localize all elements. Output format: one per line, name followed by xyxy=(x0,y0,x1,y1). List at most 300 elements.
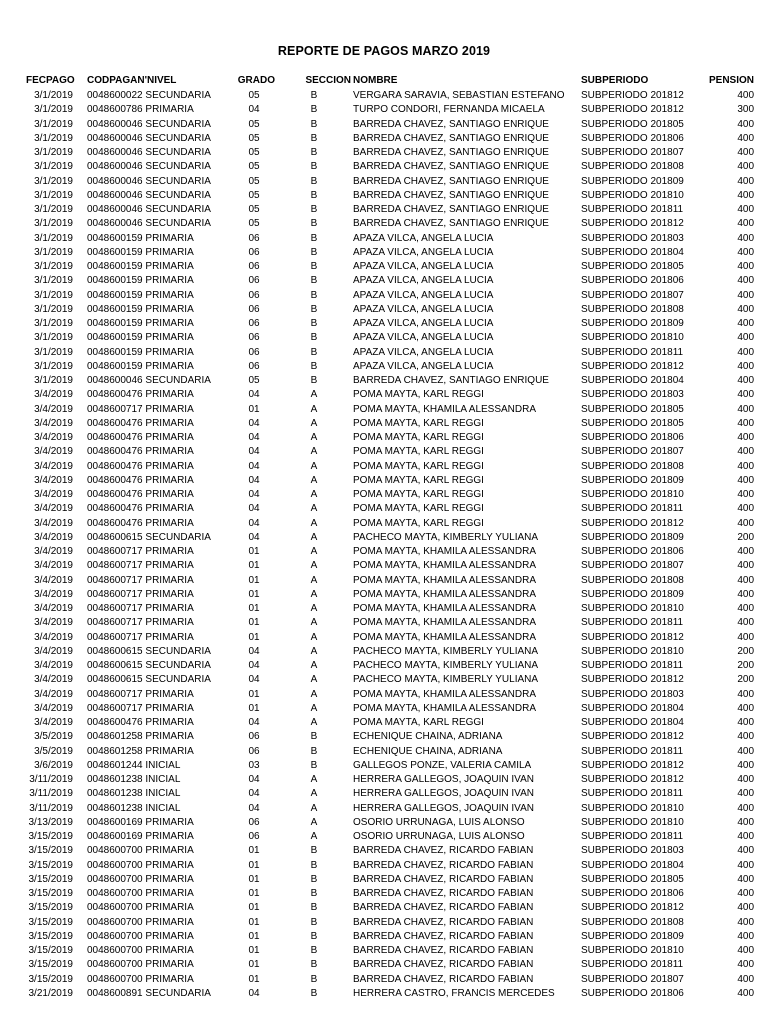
nombre-cell: VERGARA SARAVIA, SEBASTIAN ESTEFANO xyxy=(353,90,565,101)
pension-cell: 400 xyxy=(737,831,755,842)
pension-cell: 400 xyxy=(737,474,755,486)
nombre-cell: POMA MAYTA, KHAMILA ALESSANDRA xyxy=(353,560,537,572)
subperiodo-cell: SUBPERIODO 201812 xyxy=(581,731,684,743)
pension-cell: 400 xyxy=(737,417,755,429)
table-row xyxy=(0,203,754,217)
grado-cell: 04 xyxy=(248,531,260,543)
seccion-cell: A xyxy=(310,389,318,401)
fecpago-cell: 3/1/2019 xyxy=(34,318,73,329)
codpagan-nivel-cell: 0048600159 PRIMARIA xyxy=(87,246,194,258)
subperiodo-cell: SUBPERIODO 201804 xyxy=(581,246,684,258)
seccion-cell: A xyxy=(310,603,318,614)
table-row xyxy=(0,445,754,459)
nombre-cell: BARREDA CHAVEZ, RICARDO FABIAN xyxy=(353,930,534,942)
codpagan-nivel-cell: 0048600717 PRIMARIA xyxy=(87,546,194,557)
table-row xyxy=(0,930,754,944)
pension-cell: 400 xyxy=(737,204,755,215)
codpagan-nivel-cell: 0048600717 PRIMARIA xyxy=(87,603,194,614)
grado-cell: 06 xyxy=(248,232,260,244)
subperiodo-cell: SUBPERIODO 201810 xyxy=(581,332,684,344)
pension-cell: 400 xyxy=(737,161,755,173)
fecpago-cell: 3/4/2019 xyxy=(34,588,73,600)
subperiodo-cell: SUBPERIODO 201809 xyxy=(581,531,684,543)
nombre-cell: BARREDA CHAVEZ, RICARDO FABIAN xyxy=(353,945,534,956)
pension-cell: 400 xyxy=(737,118,755,130)
grado-cell: 01 xyxy=(248,902,260,914)
table-row xyxy=(0,844,754,858)
nombre-cell: APAZA VILCA, ANGELA LUCIA xyxy=(353,261,494,272)
table-row xyxy=(0,588,754,602)
codpagan-nivel-cell: 0048600169 PRIMARIA xyxy=(87,816,194,828)
fecpago-cell: 3/5/2019 xyxy=(34,745,73,757)
seccion-cell: B xyxy=(310,731,318,743)
seccion-cell: A xyxy=(310,489,318,500)
column-header-subperiodo: SUBPERIODO xyxy=(581,75,649,86)
grado-cell: 05 xyxy=(248,189,260,201)
pension-cell: 400 xyxy=(737,688,755,700)
grado-cell: 01 xyxy=(248,588,260,600)
table-row xyxy=(0,745,754,759)
fecpago-cell: 3/15/2019 xyxy=(28,945,73,956)
fecpago-cell: 3/1/2019 xyxy=(34,261,73,272)
grado-cell: 04 xyxy=(248,474,260,486)
pension-cell: 400 xyxy=(737,731,755,743)
seccion-cell: A xyxy=(310,702,318,714)
fecpago-cell: 3/11/2019 xyxy=(29,774,73,785)
nombre-cell: ECHENIQUE CHAINA, ADRIANA xyxy=(353,745,503,757)
column-header-seccion: SECCION xyxy=(305,75,351,86)
codpagan-nivel-cell: 0048600159 PRIMARIA xyxy=(87,346,194,358)
pension-cell: 400 xyxy=(737,888,755,899)
table-row xyxy=(0,631,754,645)
table-row xyxy=(0,460,754,474)
nombre-cell: BARREDA CHAVEZ, SANTIAGO ENRIQUE xyxy=(353,118,549,130)
pension-cell: 400 xyxy=(737,503,755,515)
table-row xyxy=(0,417,754,431)
fecpago-cell: 3/15/2019 xyxy=(28,959,73,971)
table-row xyxy=(0,659,754,673)
fecpago-cell: 3/4/2019 xyxy=(34,674,73,686)
table-row xyxy=(0,901,754,915)
codpagan-nivel-cell: 0048600159 PRIMARIA xyxy=(87,303,194,315)
pension-cell: 400 xyxy=(737,389,755,401)
grado-cell: 04 xyxy=(248,717,260,728)
seccion-cell: A xyxy=(310,645,318,657)
fecpago-cell: 3/1/2019 xyxy=(34,132,73,144)
fecpago-cell: 3/1/2019 xyxy=(34,346,73,358)
grado-cell: 06 xyxy=(248,246,260,258)
grado-cell: 06 xyxy=(248,303,260,315)
grado-cell: 01 xyxy=(248,973,260,985)
fecpago-cell: 3/5/2019 xyxy=(34,731,73,743)
seccion-cell: A xyxy=(310,831,318,842)
grado-cell: 04 xyxy=(248,774,260,785)
pension-cell: 200 xyxy=(737,660,755,671)
pension-cell: 400 xyxy=(737,788,755,800)
grado-cell: 01 xyxy=(248,688,260,700)
codpagan-nivel-cell: 0048600717 PRIMARIA xyxy=(87,617,194,629)
seccion-cell: A xyxy=(310,774,318,785)
fecpago-cell: 3/1/2019 xyxy=(34,218,73,230)
subperiodo-cell: SUBPERIODO 201811 xyxy=(581,745,684,757)
seccion-cell: A xyxy=(310,417,318,429)
fecpago-cell: 3/1/2019 xyxy=(34,232,73,244)
header-row xyxy=(0,73,754,89)
seccion-cell: B xyxy=(310,745,318,757)
nombre-cell: HERRERA GALLEGOS, JOAQUIN IVAN xyxy=(353,788,534,800)
grado-cell: 01 xyxy=(248,959,260,971)
subperiodo-cell: SUBPERIODO 201807 xyxy=(581,289,684,301)
nombre-cell: GALLEGOS PONZE, VALERIA CAMILA xyxy=(353,759,532,771)
subperiodo-cell: SUBPERIODO 201811 xyxy=(581,617,684,629)
subperiodo-cell: SUBPERIODO 201809 xyxy=(581,175,684,187)
nombre-cell: OSORIO URRUNAGA, LUIS ALONSO xyxy=(353,816,525,828)
codpagan-nivel-cell: 0048600159 PRIMARIA xyxy=(87,261,194,272)
subperiodo-cell: SUBPERIODO 201807 xyxy=(581,973,684,985)
grado-cell: 04 xyxy=(248,503,260,515)
nombre-cell: BARREDA CHAVEZ, RICARDO FABIAN xyxy=(353,845,534,857)
pension-cell: 400 xyxy=(737,816,755,828)
codpagan-nivel-cell: 0048600700 PRIMARIA xyxy=(87,859,194,871)
fecpago-cell: 3/15/2019 xyxy=(28,916,73,928)
codpagan-nivel-cell: 0048600476 PRIMARIA xyxy=(87,489,194,500)
nombre-cell: HERRERA GALLEGOS, JOAQUIN IVAN xyxy=(353,774,534,785)
fecpago-cell: 3/1/2019 xyxy=(34,204,73,215)
pension-cell: 400 xyxy=(737,902,755,914)
pension-cell: 400 xyxy=(737,774,755,785)
nombre-cell: POMA MAYTA, KARL REGGI xyxy=(353,489,484,500)
table-row xyxy=(0,431,754,445)
pension-cell: 400 xyxy=(737,546,755,557)
seccion-cell: B xyxy=(310,902,318,914)
seccion-cell: A xyxy=(310,503,318,515)
subperiodo-cell: SUBPERIODO 201811 xyxy=(581,346,684,358)
seccion-cell: B xyxy=(310,147,318,158)
nombre-cell: POMA MAYTA, KARL REGGI xyxy=(353,389,484,401)
pension-cell: 400 xyxy=(737,617,755,629)
seccion-cell: B xyxy=(310,973,318,985)
fecpago-cell: 3/15/2019 xyxy=(28,930,73,942)
subperiodo-cell: SUBPERIODO 201808 xyxy=(581,303,684,315)
subperiodo-cell: SUBPERIODO 201805 xyxy=(581,403,684,415)
table-row xyxy=(0,602,754,616)
table-row xyxy=(0,132,754,146)
table-row xyxy=(0,802,754,816)
grado-cell: 01 xyxy=(248,702,260,714)
grado-cell: 01 xyxy=(248,603,260,614)
codpagan-nivel-cell: 0048600700 PRIMARIA xyxy=(87,930,194,942)
table-row xyxy=(0,759,754,773)
pension-cell: 400 xyxy=(737,588,755,600)
codpagan-nivel-cell: 0048600476 PRIMARIA xyxy=(87,474,194,486)
pension-cell: 400 xyxy=(737,432,755,443)
table-row xyxy=(0,232,754,246)
grado-cell: 04 xyxy=(248,802,260,814)
codpagan-nivel-cell: 0048600700 PRIMARIA xyxy=(87,902,194,914)
grado-cell: 04 xyxy=(248,389,260,401)
seccion-cell: B xyxy=(310,289,318,301)
seccion-cell: A xyxy=(310,546,318,557)
pension-cell: 400 xyxy=(737,261,755,272)
codpagan-nivel-cell: 0048600159 PRIMARIA xyxy=(87,232,194,244)
seccion-cell: A xyxy=(310,403,318,415)
codpagan-nivel-cell: 0048600476 PRIMARIA xyxy=(87,517,194,529)
codpagan-nivel-cell: 0048600476 PRIMARIA xyxy=(87,389,194,401)
pension-cell: 200 xyxy=(737,674,755,686)
codpagan-nivel-cell: 0048600159 PRIMARIA xyxy=(87,318,194,329)
nombre-cell: BARREDA CHAVEZ, SANTIAGO ENRIQUE xyxy=(353,161,549,173)
seccion-cell: B xyxy=(310,930,318,942)
fecpago-cell: 3/4/2019 xyxy=(34,531,73,543)
grado-cell: 04 xyxy=(248,489,260,500)
pension-cell: 400 xyxy=(737,930,755,942)
nombre-cell: POMA MAYTA, KARL REGGI xyxy=(353,446,484,458)
subperiodo-cell: SUBPERIODO 201809 xyxy=(581,474,684,486)
seccion-cell: B xyxy=(310,845,318,857)
table-row xyxy=(0,973,754,987)
grado-cell: 03 xyxy=(248,759,260,771)
table-row xyxy=(0,916,754,930)
codpagan-nivel-cell: 0048600717 PRIMARIA xyxy=(87,588,194,600)
pension-cell: 400 xyxy=(737,745,755,757)
table-row xyxy=(0,517,754,531)
codpagan-nivel-cell: 0048600891 SECUNDARIA xyxy=(87,987,211,999)
fecpago-cell: 3/4/2019 xyxy=(34,603,73,614)
nombre-cell: BARREDA CHAVEZ, RICARDO FABIAN xyxy=(353,888,534,899)
table-row xyxy=(0,331,754,345)
pension-cell: 400 xyxy=(737,147,755,158)
pension-cell: 400 xyxy=(737,489,755,500)
seccion-cell: A xyxy=(310,460,318,472)
seccion-cell: B xyxy=(310,332,318,344)
codpagan-nivel-cell: 0048600046 SECUNDARIA xyxy=(87,161,211,173)
subperiodo-cell: SUBPERIODO 201811 xyxy=(581,959,684,971)
grado-cell: 06 xyxy=(248,816,260,828)
table-row xyxy=(0,289,754,303)
grado-cell: 06 xyxy=(248,745,260,757)
fecpago-cell: 3/4/2019 xyxy=(34,660,73,671)
nombre-cell: POMA MAYTA, KHAMILA ALESSANDRA xyxy=(353,403,537,415)
nombre-cell: BARREDA CHAVEZ, RICARDO FABIAN xyxy=(353,959,534,971)
seccion-cell: A xyxy=(310,788,318,800)
codpagan-nivel-cell: 0048601244 INICIAL xyxy=(87,759,181,771)
grado-cell: 05 xyxy=(248,132,260,144)
codpagan-nivel-cell: 0048600700 PRIMARIA xyxy=(87,973,194,985)
fecpago-cell: 3/1/2019 xyxy=(34,147,73,158)
table-row xyxy=(0,103,754,117)
codpagan-nivel-cell: 0048600046 SECUNDARIA xyxy=(87,147,211,158)
codpagan-nivel-cell: 0048600615 SECUNDARIA xyxy=(87,674,211,686)
subperiodo-cell: SUBPERIODO 201812 xyxy=(581,517,684,529)
fecpago-cell: 3/15/2019 xyxy=(28,873,73,885)
fecpago-cell: 3/15/2019 xyxy=(28,859,73,871)
grado-cell: 01 xyxy=(248,916,260,928)
codpagan-nivel-cell: 0048600169 PRIMARIA xyxy=(87,831,194,842)
codpagan-nivel-cell: 0048600615 SECUNDARIA xyxy=(87,660,211,671)
codpagan-nivel-cell: 0048600476 PRIMARIA xyxy=(87,503,194,515)
table-row xyxy=(0,303,754,317)
grado-cell: 06 xyxy=(248,318,260,329)
pension-cell: 400 xyxy=(737,859,755,871)
grado-cell: 06 xyxy=(248,332,260,344)
table-row xyxy=(0,958,754,972)
column-header-fecpago: FECPAGO xyxy=(26,75,75,86)
pension-cell: 400 xyxy=(737,717,755,728)
seccion-cell: B xyxy=(310,189,318,201)
table-row xyxy=(0,559,754,573)
seccion-cell: B xyxy=(310,873,318,885)
fecpago-cell: 3/1/2019 xyxy=(34,175,73,187)
table-row xyxy=(0,545,754,559)
grado-cell: 06 xyxy=(248,346,260,358)
subperiodo-cell: SUBPERIODO 201808 xyxy=(581,161,684,173)
seccion-cell: B xyxy=(310,375,318,386)
grado-cell: 05 xyxy=(248,175,260,187)
grado-cell: 06 xyxy=(248,275,260,287)
subperiodo-cell: SUBPERIODO 201811 xyxy=(581,831,684,842)
seccion-cell: B xyxy=(310,161,318,173)
pension-cell: 400 xyxy=(737,631,755,643)
fecpago-cell: 3/4/2019 xyxy=(34,717,73,728)
fecpago-cell: 3/1/2019 xyxy=(34,289,73,301)
seccion-cell: A xyxy=(310,446,318,458)
payments-table xyxy=(0,73,754,1001)
table-body xyxy=(0,89,754,1001)
codpagan-nivel-cell: 0048600046 SECUNDARIA xyxy=(87,189,211,201)
nombre-cell: BARREDA CHAVEZ, RICARDO FABIAN xyxy=(353,916,534,928)
table-row xyxy=(0,360,754,374)
subperiodo-cell: SUBPERIODO 201804 xyxy=(581,717,684,728)
subperiodo-cell: SUBPERIODO 201811 xyxy=(581,660,684,671)
subperiodo-cell: SUBPERIODO 201812 xyxy=(581,631,684,643)
pension-cell: 200 xyxy=(737,531,755,543)
codpagan-nivel-cell: 0048600476 PRIMARIA xyxy=(87,432,194,443)
fecpago-cell: 3/6/2019 xyxy=(34,759,73,771)
seccion-cell: B xyxy=(310,90,318,101)
table-row xyxy=(0,787,754,801)
nombre-cell: POMA MAYTA, KHAMILA ALESSANDRA xyxy=(353,702,537,714)
codpagan-nivel-cell: 0048600700 PRIMARIA xyxy=(87,916,194,928)
pension-cell: 400 xyxy=(737,189,755,201)
grado-cell: 01 xyxy=(248,403,260,415)
pension-cell: 400 xyxy=(737,375,755,386)
seccion-cell: A xyxy=(310,588,318,600)
nombre-cell: ECHENIQUE CHAINA, ADRIANA xyxy=(353,731,503,743)
pension-cell: 400 xyxy=(737,360,755,372)
codpagan-nivel-cell: 0048601238 INICIAL xyxy=(87,788,181,800)
pension-cell: 400 xyxy=(737,175,755,187)
nombre-cell: POMA MAYTA, KHAMILA ALESSANDRA xyxy=(353,546,537,557)
fecpago-cell: 3/4/2019 xyxy=(34,617,73,629)
codpagan-nivel-cell: 0048600615 SECUNDARIA xyxy=(87,531,211,543)
nombre-cell: POMA MAYTA, KARL REGGI xyxy=(353,432,484,443)
fecpago-cell: 3/4/2019 xyxy=(34,489,73,500)
grado-cell: 01 xyxy=(248,574,260,586)
subperiodo-cell: SUBPERIODO 201805 xyxy=(581,417,684,429)
pension-cell: 400 xyxy=(737,603,755,614)
table-row xyxy=(0,574,754,588)
seccion-cell: B xyxy=(310,916,318,928)
nombre-cell: TURPO CONDORI, FERNANDA MICAELA xyxy=(353,104,545,116)
pension-cell: 400 xyxy=(737,275,755,287)
codpagan-nivel-cell: 0048600476 PRIMARIA xyxy=(87,717,194,728)
fecpago-cell: 3/15/2019 xyxy=(28,888,73,899)
subperiodo-cell: SUBPERIODO 201806 xyxy=(581,432,684,443)
table-row xyxy=(0,730,754,744)
grado-cell: 01 xyxy=(248,859,260,871)
subperiodo-cell: SUBPERIODO 201812 xyxy=(581,218,684,230)
subperiodo-cell: SUBPERIODO 201803 xyxy=(581,845,684,857)
table-row xyxy=(0,616,754,630)
nombre-cell: APAZA VILCA, ANGELA LUCIA xyxy=(353,318,494,329)
seccion-cell: B xyxy=(310,859,318,871)
grado-cell: 04 xyxy=(248,104,260,116)
table-row xyxy=(0,944,754,958)
table-row xyxy=(0,773,754,787)
seccion-cell: B xyxy=(310,232,318,244)
nombre-cell: PACHECO MAYTA, KIMBERLY YULIANA xyxy=(353,645,539,657)
codpagan-nivel-cell: 0048600717 PRIMARIA xyxy=(87,560,194,572)
grado-cell: 05 xyxy=(248,147,260,158)
codpagan-nivel-cell: 0048600717 PRIMARIA xyxy=(87,403,194,415)
column-header-codpagan-nivel: CODPAGAN'NIVEL xyxy=(87,75,177,86)
codpagan-nivel-cell: 0048600159 PRIMARIA xyxy=(87,275,194,287)
grado-cell: 01 xyxy=(248,617,260,629)
report-title: REPORTE DE PAGOS MARZO 2019 xyxy=(277,44,491,58)
codpagan-nivel-cell: 0048600700 PRIMARIA xyxy=(87,873,194,885)
grado-cell: 06 xyxy=(248,360,260,372)
nombre-cell: BARREDA CHAVEZ, SANTIAGO ENRIQUE xyxy=(353,218,549,230)
fecpago-cell: 3/4/2019 xyxy=(34,645,73,657)
fecpago-cell: 3/1/2019 xyxy=(34,332,73,344)
grado-cell: 06 xyxy=(248,831,260,842)
nombre-cell: APAZA VILCA, ANGELA LUCIA xyxy=(353,332,494,344)
nombre-cell: PACHECO MAYTA, KIMBERLY YULIANA xyxy=(353,674,539,686)
seccion-cell: B xyxy=(310,888,318,899)
subperiodo-cell: SUBPERIODO 201810 xyxy=(581,802,684,814)
table-row xyxy=(0,987,754,1001)
codpagan-nivel-cell: 0048600615 SECUNDARIA xyxy=(87,645,211,657)
table-row xyxy=(0,488,754,502)
grado-cell: 04 xyxy=(248,674,260,686)
subperiodo-cell: SUBPERIODO 201812 xyxy=(581,774,684,785)
pension-cell: 400 xyxy=(737,446,755,458)
fecpago-cell: 3/4/2019 xyxy=(34,446,73,458)
pension-cell: 400 xyxy=(737,232,755,244)
subperiodo-cell: SUBPERIODO 201805 xyxy=(581,873,684,885)
codpagan-nivel-cell: 0048600476 PRIMARIA xyxy=(87,460,194,472)
subperiodo-cell: SUBPERIODO 201811 xyxy=(581,204,684,215)
fecpago-cell: 3/1/2019 xyxy=(34,90,73,101)
fecpago-cell: 3/1/2019 xyxy=(34,246,73,258)
pension-cell: 400 xyxy=(737,218,755,230)
nombre-cell: POMA MAYTA, KHAMILA ALESSANDRA xyxy=(353,617,537,629)
subperiodo-cell: SUBPERIODO 201806 xyxy=(581,546,684,557)
seccion-cell: A xyxy=(310,717,318,728)
nombre-cell: BARREDA CHAVEZ, RICARDO FABIAN xyxy=(353,902,534,914)
codpagan-nivel-cell: 0048600717 PRIMARIA xyxy=(87,702,194,714)
subperiodo-cell: SUBPERIODO 201812 xyxy=(581,90,684,101)
nombre-cell: POMA MAYTA, KARL REGGI xyxy=(353,717,484,728)
nombre-cell: BARREDA CHAVEZ, RICARDO FABIAN xyxy=(353,859,534,871)
fecpago-cell: 3/4/2019 xyxy=(34,503,73,515)
fecpago-cell: 3/1/2019 xyxy=(34,161,73,173)
seccion-cell: B xyxy=(310,318,318,329)
pension-cell: 400 xyxy=(737,987,755,999)
nombre-cell: POMA MAYTA, KHAMILA ALESSANDRA xyxy=(353,688,537,700)
table-row xyxy=(0,118,754,132)
seccion-cell: A xyxy=(310,631,318,643)
